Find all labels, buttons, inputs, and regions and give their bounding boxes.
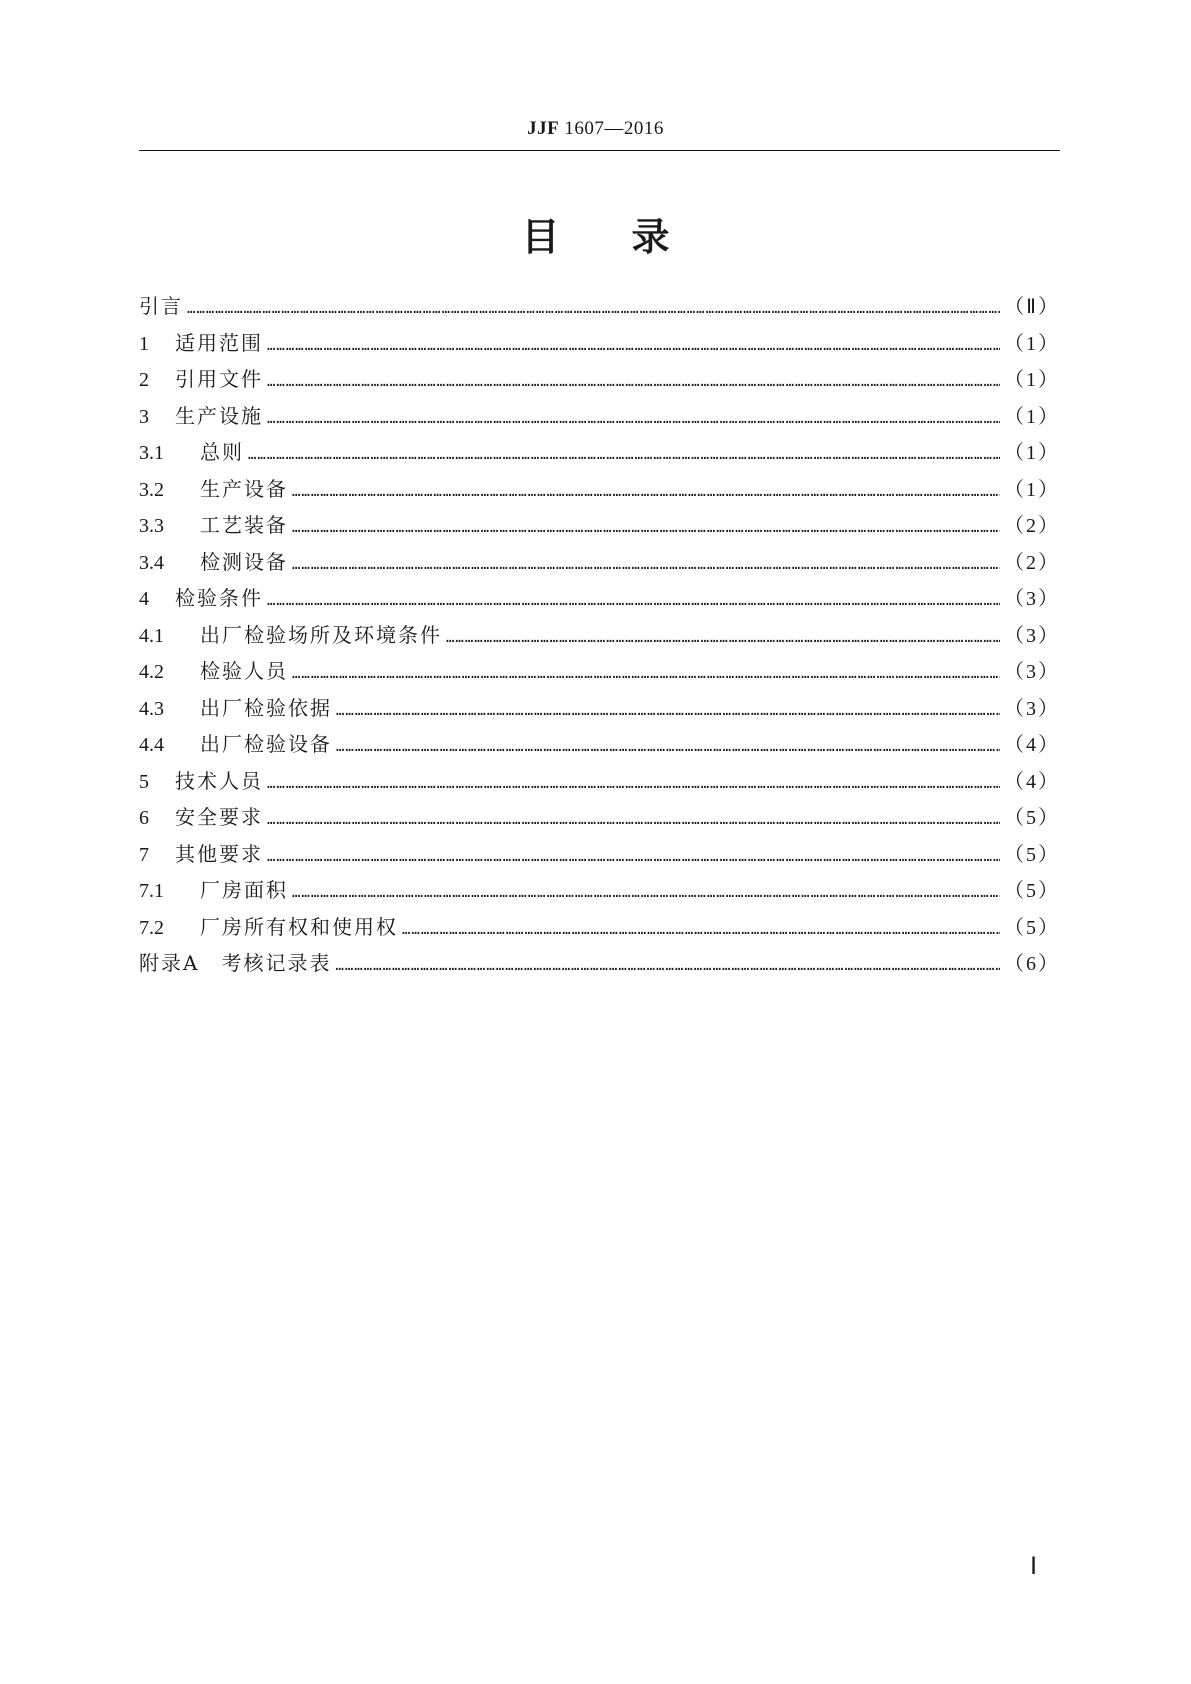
toc-entry-page: （3）	[1004, 624, 1060, 647]
toc-entry-title: 总则	[200, 440, 244, 464]
dot-leader	[335, 948, 1000, 985]
toc-entry-page: （5）	[1004, 880, 1060, 902]
toc-entry-page: （2）	[1004, 551, 1060, 574]
toc-entry[interactable]	[139, 544, 1060, 581]
toc-entry-number: 1	[139, 332, 149, 355]
toc-entry-page: （2）	[1004, 515, 1060, 537]
toc-entry-number: 3.4	[139, 551, 164, 574]
toc-entry-page: （1）	[1004, 405, 1060, 428]
toc-entry-page: （5）	[1004, 807, 1060, 829]
page-number: Ⅰ	[1030, 1554, 1038, 1580]
toc-entry-title: 生产设施	[175, 403, 263, 428]
toc-entry-number: 6	[139, 807, 149, 829]
toc-entry-title: 技术人员	[175, 768, 263, 793]
dot-leader	[292, 656, 1000, 693]
dot-leader	[402, 912, 1000, 949]
toc-entry-page: （1）	[1004, 332, 1060, 355]
dot-leader	[292, 875, 1000, 912]
toc-entry[interactable]	[139, 507, 1060, 544]
dot-leader	[292, 547, 1000, 584]
toc-entry-page: （6）	[1004, 953, 1060, 975]
dot-leader	[292, 510, 1000, 547]
toc-entry[interactable]	[139, 653, 1060, 690]
toc-entry-number: 4	[139, 588, 149, 610]
toc-entry[interactable]	[139, 398, 1060, 435]
toc-entry[interactable]	[139, 690, 1060, 727]
toc-entry-number: 3.3	[139, 515, 164, 537]
toc-entry-title: 出厂检验设备	[200, 732, 332, 756]
toc-entry-page: （Ⅱ）	[1004, 296, 1060, 318]
dot-leader	[187, 291, 1000, 328]
toc-entry-number: 3	[139, 405, 149, 428]
toc-entry-title: 检测设备	[200, 549, 288, 574]
toc-entry-page: （3）	[1004, 661, 1060, 683]
toc-entry-title: 厂房所有权和使用权	[200, 914, 398, 939]
toc-title: 目录	[521, 215, 742, 259]
toc-entry-page: （1）	[1004, 478, 1060, 501]
toc-entry-title: 引用文件	[175, 367, 263, 391]
toc-entry-page: （1）	[1004, 442, 1060, 464]
dot-leader	[267, 364, 1000, 401]
header-divider	[139, 150, 1060, 151]
toc-entry-page: （3）	[1004, 588, 1060, 610]
toc-entry-number: 7.2	[139, 916, 164, 939]
toc-entry[interactable]	[139, 872, 1060, 909]
toc-entry-title: 引言	[139, 294, 183, 318]
toc-entry-title: 其他要求	[175, 841, 263, 866]
toc-entry-title: 厂房面积	[200, 878, 288, 902]
document-code-number: 1607—2016	[559, 118, 664, 139]
dot-leader	[267, 766, 1000, 803]
toc-entry-number: 4.2	[139, 661, 164, 683]
toc-entry-page: （4）	[1004, 770, 1060, 793]
toc-entry-page: （1）	[1004, 369, 1060, 391]
toc-entry-number: 5	[139, 770, 149, 793]
dot-leader	[267, 401, 1000, 438]
toc-entry-page: （3）	[1004, 697, 1060, 720]
toc-entry-title: 工艺装备	[200, 513, 288, 537]
dot-leader	[292, 474, 1000, 511]
toc-entry[interactable]	[139, 909, 1060, 946]
toc-entry-title: 检验条件	[175, 586, 263, 610]
toc-entry[interactable]	[139, 288, 1060, 325]
toc-entry-title: 附录A 考核记录表	[139, 951, 332, 975]
toc-entry-number: 4.1	[139, 624, 164, 647]
toc-entry[interactable]	[139, 726, 1060, 763]
dot-leader	[267, 583, 1000, 620]
dot-leader	[336, 693, 1000, 730]
toc-entry-page: （4）	[1004, 734, 1060, 756]
dot-leader	[336, 729, 1000, 766]
toc-entry[interactable]	[139, 361, 1060, 398]
dot-leader	[267, 328, 1000, 365]
toc-entry-number: 4.4	[139, 734, 164, 756]
document-code	[0, 118, 1191, 140]
toc-entry[interactable]	[139, 945, 1060, 982]
toc-entry-title: 适用范围	[175, 330, 263, 355]
toc-entry[interactable]	[139, 617, 1060, 654]
toc-entry[interactable]	[139, 763, 1060, 800]
toc-entry[interactable]	[139, 434, 1060, 471]
toc-entry-title: 出厂检验场所及环境条件	[200, 622, 442, 647]
dot-leader	[267, 839, 1000, 876]
toc-entry[interactable]	[139, 799, 1060, 836]
toc-entry[interactable]	[139, 836, 1060, 873]
dot-leader	[446, 620, 1000, 657]
toc-entry-title: 安全要求	[175, 805, 263, 829]
toc-entry-page: （5）	[1004, 843, 1060, 866]
toc-entry[interactable]	[139, 325, 1060, 362]
toc-entry-title: 出厂检验依据	[200, 695, 332, 720]
toc-entry-title: 生产设备	[200, 476, 288, 501]
toc-entry-number: 3.2	[139, 478, 164, 501]
toc-entry[interactable]	[139, 580, 1060, 617]
toc-entry-number: 7	[139, 843, 149, 866]
document-code-prefix: JJF	[527, 118, 560, 139]
dot-leader	[267, 802, 1000, 839]
toc-entry-number: 3.1	[139, 442, 164, 464]
toc-entry-number: 7.1	[139, 880, 164, 902]
table-of-contents	[139, 288, 1060, 982]
toc-entry-page: （5）	[1004, 916, 1060, 939]
toc-entry-number: 4.3	[139, 697, 164, 720]
dot-leader	[248, 437, 1000, 474]
toc-entry-title: 检验人员	[200, 659, 288, 683]
toc-entry[interactable]	[139, 471, 1060, 508]
toc-entry-number: 2	[139, 369, 149, 391]
